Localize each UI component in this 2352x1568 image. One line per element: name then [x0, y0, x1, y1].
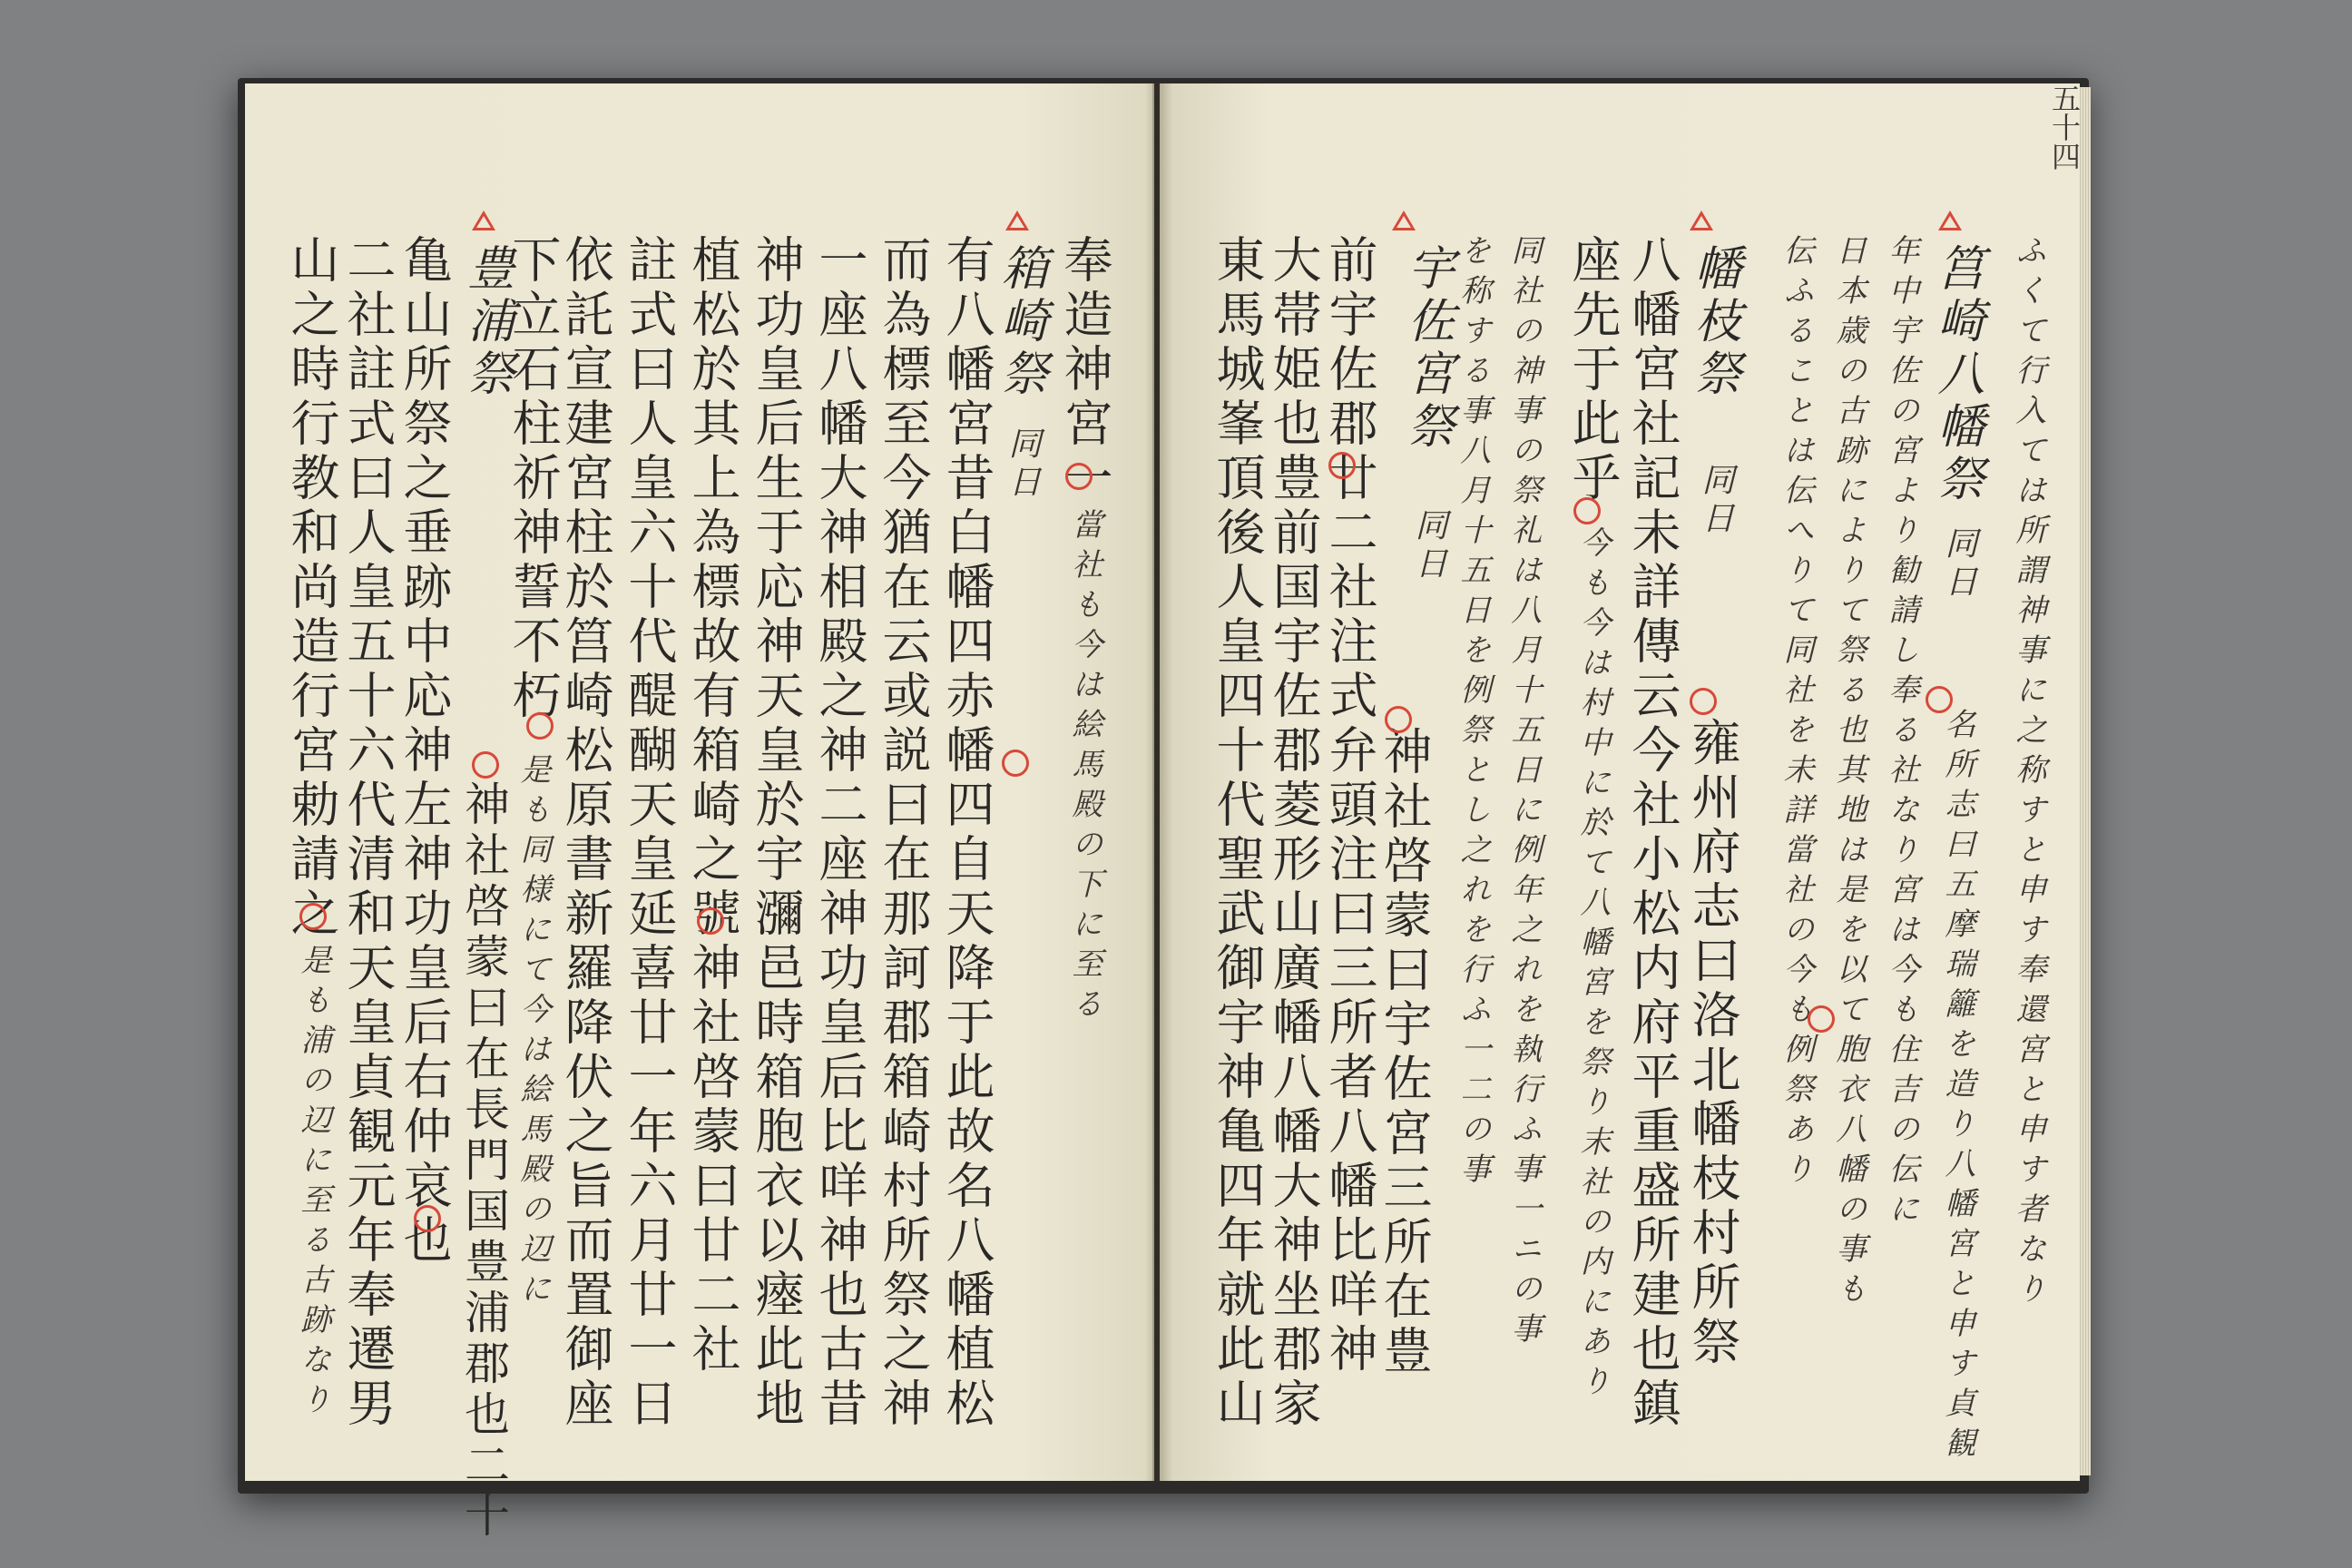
circle-mark	[1926, 686, 1953, 713]
circle-mark	[697, 907, 724, 935]
annotation-column: 名所志曰五摩瑞籬を造り八幡宮と申す貞観	[1939, 708, 1975, 1466]
text-column: 山之時行教和尚造行宮勅請之	[283, 234, 340, 942]
annotation-column: 年中宇佐の宮より勧請し奉る社なり宮は今も住吉の伝に	[1883, 234, 1919, 1232]
text-column: 亀山所祭之垂跡中応神左神功皇后右仲哀也	[396, 234, 453, 1269]
annotation-column: 伝ふることは伝へりて同社を未詳當社の今も例祭あり	[1778, 234, 1814, 1192]
triangle-mark	[1938, 211, 1962, 230]
text-column: 註式曰人皇六十代醍醐天皇延喜廿一年六月廿一日	[621, 234, 678, 1432]
circle-mark	[472, 751, 499, 779]
page-number: 五十四	[2047, 83, 2082, 171]
date-note: 同日	[1410, 508, 1447, 584]
fold-line	[1152, 83, 1154, 1481]
triangle-mark	[1005, 211, 1029, 230]
section-heading: 豊浦祭	[459, 243, 514, 401]
text-column: 一座八幡大神相殿之神二座神功皇后比咩神也古昔	[811, 234, 868, 1432]
text-column: 植松於其上為標故有箱崎之號神社啓蒙曰廿二社	[684, 234, 741, 1377]
triangle-mark	[1392, 211, 1416, 230]
triangle-mark	[472, 211, 495, 230]
text-column: 八幡宮社記未詳傳云今社小松内府平重盛所建也鎮	[1624, 234, 1681, 1432]
text-column: 座先于此乎	[1564, 234, 1622, 506]
date-note: 同日	[1940, 526, 1977, 603]
circle-mark	[414, 1205, 441, 1232]
text-column: 奉造神宮一	[1056, 234, 1113, 506]
annotation-column: ふくて行入ては所謂神事に之称すと申す奉還宮と申す者なり	[2010, 234, 2046, 1312]
page-edges	[2078, 87, 2091, 1475]
annotation-column: 是も浦の辺に至る古跡なり	[295, 944, 331, 1423]
text-column: 雍州府志曰洛北幡枝村所祭	[1684, 717, 1741, 1370]
text-column: 大帯姫也豊前国宇佐郡菱形山廣幡八幡大神坐郡家	[1265, 234, 1322, 1432]
text-column: 東馬城峯頂後人皇四十代聖武御宇神亀四年就此山	[1209, 234, 1266, 1432]
annotation-column: を称する事八月十五日を例祭とし之れを行ふ一二の事	[1455, 234, 1491, 1192]
circle-mark	[1808, 1005, 1835, 1033]
text-column: 神社啓蒙曰宇佐宮三所在豊	[1376, 726, 1433, 1379]
annotation-column: 今も今は村中に於て八幡宮を祭り末社の内にあり	[1574, 526, 1611, 1405]
circle-mark	[1385, 706, 1412, 733]
date-note: 同日	[1697, 463, 1734, 539]
section-heading: 宇佐宮祭	[1399, 243, 1454, 454]
text-column: 神社啓蒙曰在長門国豊浦郡也二十	[457, 780, 510, 1543]
circle-mark	[1328, 452, 1356, 479]
circle-mark	[1002, 750, 1029, 777]
text-column: 神功皇后生于応神天皇於宇瀰邑時箱胞衣以瘞此地	[748, 234, 805, 1432]
triangle-mark	[1690, 211, 1713, 230]
date-note: 同日	[1004, 426, 1041, 503]
circle-mark	[299, 903, 327, 930]
annotation-column: 同社の神事の祭礼は八月十五日に例年之れを執行ふ事一ニの事	[1505, 234, 1542, 1352]
text-column: 有八幡宮昔白幡四赤幡四自天降于此故名八幡植松	[938, 234, 995, 1432]
text-column: 依託宣建宮柱於筥崎松原書新羅降伏之旨而置御座	[557, 234, 614, 1432]
circle-mark	[1573, 497, 1601, 524]
circle-mark	[526, 712, 554, 740]
text-column: 二社註式曰人皇五十六代清和天皇貞観元年奉遷男	[339, 234, 397, 1432]
circle-mark	[1690, 688, 1717, 715]
section-heading: 筥崎八幡祭	[1929, 243, 1984, 506]
text-column: 而為標至今猶在云或説曰在那訶郡箱崎村所祭之神	[875, 234, 932, 1432]
circle-mark	[1065, 463, 1093, 490]
text-column: 下立石柱祈神誓不朽	[505, 234, 562, 724]
section-heading: 箱崎祭	[993, 243, 1047, 401]
section-heading: 幡枝祭	[1686, 243, 1740, 401]
text-column: 前宇佐郡廿二社注式弁頭注曰三所者八幡比咩神	[1321, 234, 1378, 1377]
annotation-column: 是も同様にて今は絵馬殿の辺に	[514, 753, 551, 1312]
annotation-column: 日本歳の古跡によりて祭る也其地は是を以て胞衣八幡の事も	[1830, 234, 1867, 1312]
book-gutter	[1145, 83, 1172, 1481]
annotation-column: 當社も今は絵馬殿の下に至る	[1066, 508, 1102, 1027]
